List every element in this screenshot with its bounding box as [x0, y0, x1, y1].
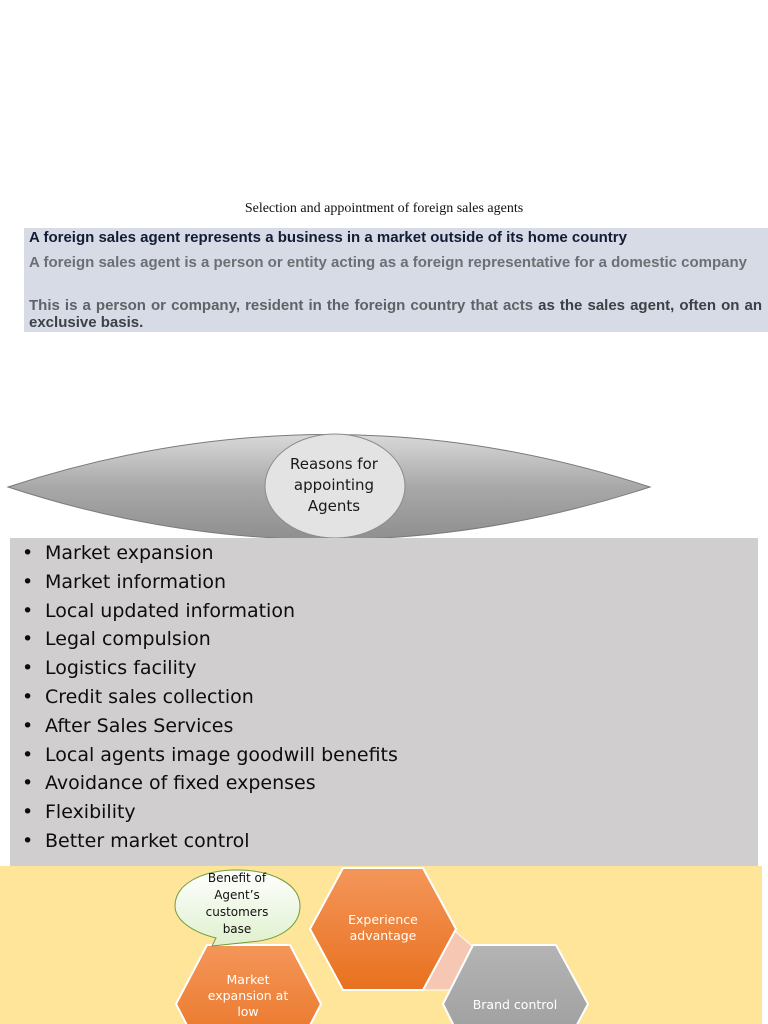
- bullet-icon: •: [22, 599, 34, 622]
- hex-brand-control-label: Brand control: [472, 997, 558, 1012]
- definition-line-3-start: This is a person or company, resident in the foreign country that acts: [29, 297, 539, 314]
- list-item: • Credit sales collection: [22, 683, 398, 712]
- list-item: • After Sales Services: [22, 712, 398, 741]
- bullet-icon: •: [22, 542, 34, 564]
- page-title: Selection and appointment of foreign sales agents: [244, 201, 524, 216]
- list-item: • Flexibility: [22, 798, 398, 827]
- definition-line-1: A foreign sales agent represents a business in a market outside of its home country: [29, 229, 627, 246]
- bullet-icon: •: [22, 829, 34, 852]
- list-item: • Market expansion: [22, 539, 398, 568]
- hex-market-expansion-label: Market expansion at low: [207, 972, 289, 1019]
- list-item: • Local updated information: [22, 597, 398, 626]
- bullet-icon: •: [22, 714, 34, 737]
- reasons-title: Reasons for appointing Agents: [290, 455, 378, 515]
- bullet-icon: •: [22, 685, 34, 708]
- bullet-icon: •: [22, 743, 34, 766]
- list-item: • Legal compulsion: [22, 625, 398, 654]
- hex-experience-label: Experience advantage: [348, 912, 418, 943]
- bullet-icon: •: [22, 657, 34, 680]
- definition-line-3-emphasis: as the sales agent, often on an exclusive basis.: [29, 297, 762, 331]
- bullet-icon: •: [22, 570, 34, 593]
- list-item: • Logistics facility: [22, 654, 398, 683]
- bullet-icon: •: [22, 772, 34, 795]
- bullet-icon: •: [22, 628, 34, 651]
- bubble-label: Benefit of Agent’s customers base: [205, 871, 269, 936]
- list-item: • Better market control: [22, 827, 398, 856]
- bullet-icon: •: [22, 801, 34, 824]
- list-item: • Local agents image goodwill benefits: [22, 741, 398, 770]
- definition-line-2: A foreign sales agent is a person or entity acting as a foreign representative for a domestic company: [29, 254, 747, 271]
- list-item: • Avoidance of fixed expenses: [22, 769, 398, 798]
- list-item: • Market information: [22, 568, 398, 597]
